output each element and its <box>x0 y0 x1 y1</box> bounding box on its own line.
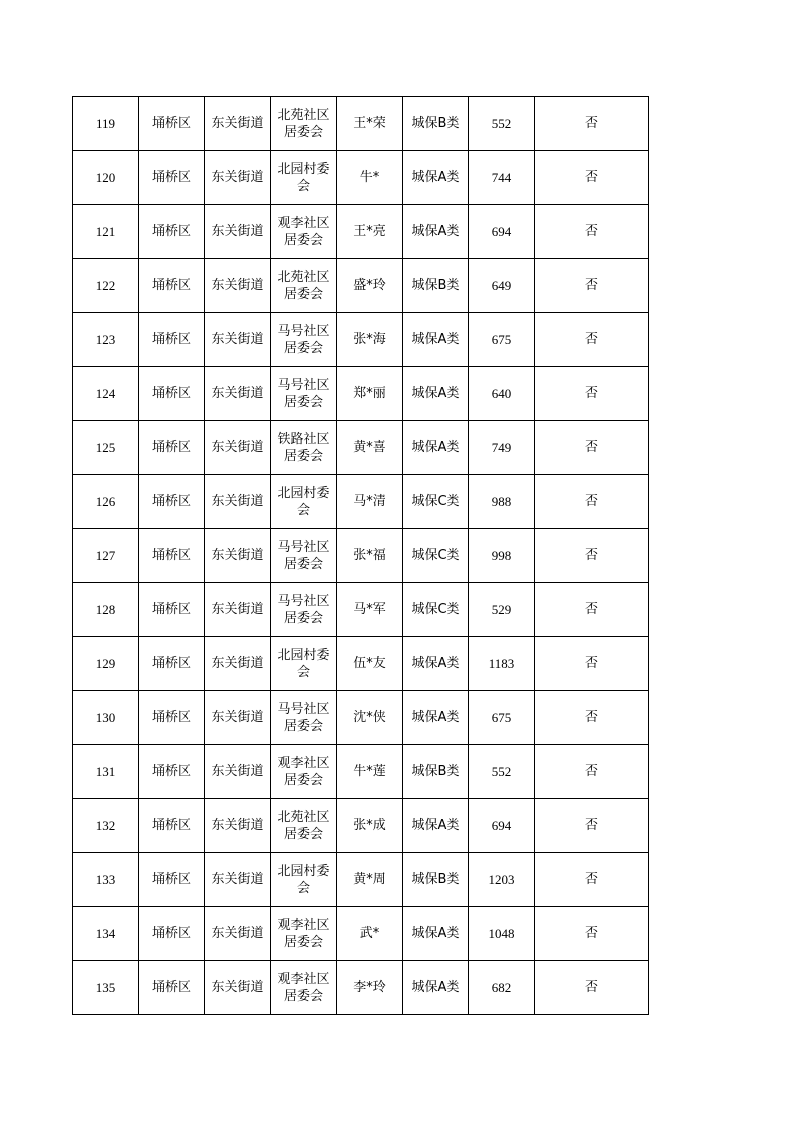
cell-amount <box>469 799 535 853</box>
cell-street <box>205 637 271 691</box>
cell-street <box>205 853 271 907</box>
cell-district <box>139 151 205 205</box>
cell-community-text: 马号社区居委会 <box>277 323 330 356</box>
cell-name <box>337 799 403 853</box>
table-row <box>73 529 649 583</box>
cell-community <box>271 907 337 961</box>
cell-number <box>73 151 139 205</box>
cell-name <box>337 475 403 529</box>
cell-category <box>403 583 469 637</box>
cell-name-text: 黄*周 <box>353 872 386 887</box>
cell-district <box>139 961 205 1015</box>
cell-street-text: 东关街道 <box>211 116 264 131</box>
cell-category-text: 城保B类 <box>411 764 460 779</box>
cell-name-text: 牛* <box>359 170 380 185</box>
table-row <box>73 637 649 691</box>
cell-category-text: 城保A类 <box>411 980 460 995</box>
cell-amount <box>469 259 535 313</box>
cell-street <box>205 313 271 367</box>
cell-community-text: 观李社区居委会 <box>277 215 330 248</box>
cell-community <box>271 529 337 583</box>
table-row <box>73 205 649 259</box>
cell-name <box>337 853 403 907</box>
table-row <box>73 691 649 745</box>
cell-street <box>205 97 271 151</box>
cell-number <box>73 853 139 907</box>
cell-community <box>271 745 337 799</box>
cell-amount-text: 675 <box>491 710 512 725</box>
cell-flag <box>535 205 649 259</box>
cell-district-text: 埇桥区 <box>151 980 191 995</box>
cell-amount-text: 1203 <box>488 872 515 887</box>
cell-community-text: 北苑社区居委会 <box>277 107 330 140</box>
cell-category-text: 城保B类 <box>411 872 460 887</box>
cell-flag <box>535 637 649 691</box>
cell-flag <box>535 583 649 637</box>
cell-community <box>271 637 337 691</box>
cell-name <box>337 691 403 745</box>
table-row <box>73 151 649 205</box>
cell-name-text: 沈*侠 <box>353 710 386 725</box>
cell-number <box>73 745 139 799</box>
cell-district <box>139 259 205 313</box>
cell-amount <box>469 907 535 961</box>
cell-street-text: 东关街道 <box>211 332 264 347</box>
cell-community-text: 马号社区居委会 <box>277 377 330 410</box>
cell-street-text: 东关街道 <box>211 548 264 563</box>
cell-flag-text: 否 <box>584 440 598 455</box>
cell-community <box>271 799 337 853</box>
cell-category-text: 城保A类 <box>411 440 460 455</box>
cell-category <box>403 907 469 961</box>
cell-number <box>73 475 139 529</box>
cell-community-text: 北园村委会 <box>277 647 330 680</box>
cell-flag-text: 否 <box>584 602 598 617</box>
cell-name-text: 王*亮 <box>353 224 386 239</box>
cell-street-text: 东关街道 <box>211 980 264 995</box>
cell-street <box>205 529 271 583</box>
cell-amount-text: 529 <box>491 602 512 617</box>
cell-community-text: 北苑社区居委会 <box>277 269 330 302</box>
cell-street-text: 东关街道 <box>211 494 264 509</box>
cell-flag-text: 否 <box>584 656 598 671</box>
cell-street-text: 东关街道 <box>211 818 264 833</box>
cell-category <box>403 961 469 1015</box>
cell-community <box>271 205 337 259</box>
cell-category-text: 城保A类 <box>411 926 460 941</box>
cell-amount <box>469 475 535 529</box>
cell-district-text: 埇桥区 <box>151 656 191 671</box>
cell-flag-text: 否 <box>584 386 598 401</box>
cell-street-text: 东关街道 <box>211 602 264 617</box>
cell-district <box>139 691 205 745</box>
cell-name-text: 盛*玲 <box>353 278 386 293</box>
cell-amount-text: 682 <box>491 980 512 995</box>
cell-district <box>139 475 205 529</box>
cell-number <box>73 583 139 637</box>
cell-name-text: 王*荣 <box>353 116 386 131</box>
cell-district <box>139 313 205 367</box>
cell-name <box>337 745 403 799</box>
cell-street-text: 东关街道 <box>211 872 264 887</box>
cell-number-text: 131 <box>95 764 116 779</box>
cell-flag <box>535 799 649 853</box>
cell-street-text: 东关街道 <box>211 926 264 941</box>
cell-street <box>205 367 271 421</box>
table-row <box>73 97 649 151</box>
cell-name-text: 伍*友 <box>353 656 386 671</box>
cell-street-text: 东关街道 <box>211 224 264 239</box>
cell-district <box>139 529 205 583</box>
cell-community-text: 马号社区居委会 <box>277 539 330 572</box>
cell-number-text: 126 <box>95 494 116 509</box>
cell-category <box>403 367 469 421</box>
cell-district <box>139 367 205 421</box>
cell-name-text: 张*海 <box>353 332 386 347</box>
cell-number-text: 124 <box>95 386 116 401</box>
cell-number-text: 134 <box>95 926 116 941</box>
cell-number-text: 120 <box>95 170 116 185</box>
cell-street-text: 东关街道 <box>211 710 264 725</box>
table-row <box>73 421 649 475</box>
cell-name <box>337 961 403 1015</box>
cell-name-text: 武* <box>359 926 380 941</box>
cell-street <box>205 691 271 745</box>
cell-community <box>271 259 337 313</box>
cell-flag-text: 否 <box>584 764 598 779</box>
cell-number-text: 121 <box>95 224 116 239</box>
cell-name-text: 黄*喜 <box>353 440 386 455</box>
cell-district <box>139 907 205 961</box>
cell-number <box>73 691 139 745</box>
cell-street <box>205 745 271 799</box>
cell-category-text: 城保C类 <box>411 494 460 509</box>
cell-flag <box>535 367 649 421</box>
cell-community-text: 北园村委会 <box>277 161 330 194</box>
cell-amount <box>469 961 535 1015</box>
cell-flag <box>535 151 649 205</box>
cell-community <box>271 367 337 421</box>
cell-district-text: 埇桥区 <box>151 386 191 401</box>
cell-street <box>205 151 271 205</box>
cell-amount-text: 675 <box>491 332 512 347</box>
cell-flag <box>535 529 649 583</box>
cell-flag-text: 否 <box>584 332 598 347</box>
cell-amount-text: 694 <box>491 818 512 833</box>
cell-district-text: 埇桥区 <box>151 278 191 293</box>
cell-amount-text: 649 <box>491 278 512 293</box>
cell-category <box>403 691 469 745</box>
cell-category-text: 城保A类 <box>411 710 460 725</box>
cell-category <box>403 529 469 583</box>
cell-name <box>337 907 403 961</box>
cell-community <box>271 961 337 1015</box>
cell-community-text: 北园村委会 <box>277 863 330 896</box>
cell-amount-text: 1048 <box>488 926 515 941</box>
cell-number-text: 125 <box>95 440 116 455</box>
cell-category-text: 城保B类 <box>411 278 460 293</box>
cell-flag-text: 否 <box>584 170 598 185</box>
cell-amount-text: 744 <box>491 170 512 185</box>
cell-community-text: 观李社区居委会 <box>277 971 330 1004</box>
cell-amount-text: 640 <box>491 386 512 401</box>
cell-community <box>271 475 337 529</box>
table-row <box>73 313 649 367</box>
cell-amount <box>469 421 535 475</box>
cell-community-text: 北园村委会 <box>277 485 330 518</box>
cell-street-text: 东关街道 <box>211 386 264 401</box>
cell-category <box>403 799 469 853</box>
cell-flag-text: 否 <box>584 926 598 941</box>
cell-community-text: 铁路社区居委会 <box>277 431 330 464</box>
cell-flag-text: 否 <box>584 278 598 293</box>
cell-number-text: 135 <box>95 980 116 995</box>
cell-street <box>205 799 271 853</box>
cell-category-text: 城保A类 <box>411 656 460 671</box>
cell-number-text: 133 <box>95 872 116 887</box>
cell-flag <box>535 259 649 313</box>
cell-name <box>337 151 403 205</box>
cell-district-text: 埇桥区 <box>151 170 191 185</box>
cell-category-text: 城保C类 <box>411 602 460 617</box>
cell-amount <box>469 529 535 583</box>
cell-district-text: 埇桥区 <box>151 818 191 833</box>
cell-flag <box>535 97 649 151</box>
cell-category <box>403 745 469 799</box>
cell-community <box>271 691 337 745</box>
cell-amount <box>469 691 535 745</box>
cell-category <box>403 151 469 205</box>
cell-district-text: 埇桥区 <box>151 548 191 563</box>
cell-number <box>73 529 139 583</box>
cell-district <box>139 853 205 907</box>
cell-district-text: 埇桥区 <box>151 494 191 509</box>
cell-number-text: 132 <box>95 818 116 833</box>
cell-district <box>139 205 205 259</box>
cell-flag <box>535 961 649 1015</box>
cell-flag <box>535 907 649 961</box>
cell-district-text: 埇桥区 <box>151 602 191 617</box>
cell-flag <box>535 313 649 367</box>
cell-name-text: 张*福 <box>353 548 386 563</box>
cell-name <box>337 205 403 259</box>
cell-number <box>73 961 139 1015</box>
cell-number <box>73 637 139 691</box>
cell-district-text: 埇桥区 <box>151 764 191 779</box>
cell-name-text: 张*成 <box>353 818 386 833</box>
cell-category <box>403 637 469 691</box>
cell-street <box>205 583 271 637</box>
table-body <box>73 97 649 1015</box>
cell-district-text: 埇桥区 <box>151 926 191 941</box>
cell-name <box>337 529 403 583</box>
cell-community <box>271 853 337 907</box>
cell-community <box>271 583 337 637</box>
cell-name <box>337 583 403 637</box>
cell-district-text: 埇桥区 <box>151 440 191 455</box>
cell-number-text: 130 <box>95 710 116 725</box>
cell-street <box>205 259 271 313</box>
cell-category <box>403 475 469 529</box>
cell-category <box>403 421 469 475</box>
cell-flag <box>535 475 649 529</box>
cell-category <box>403 853 469 907</box>
cell-category <box>403 313 469 367</box>
cell-name <box>337 637 403 691</box>
cell-name <box>337 97 403 151</box>
cell-name <box>337 313 403 367</box>
cell-district <box>139 97 205 151</box>
cell-street-text: 东关街道 <box>211 170 264 185</box>
cell-name-text: 牛*莲 <box>353 764 386 779</box>
table-row <box>73 961 649 1015</box>
cell-number <box>73 421 139 475</box>
cell-street-text: 东关街道 <box>211 656 264 671</box>
cell-district <box>139 583 205 637</box>
cell-community-text: 马号社区居委会 <box>277 701 330 734</box>
cell-flag <box>535 691 649 745</box>
cell-district-text: 埇桥区 <box>151 872 191 887</box>
cell-flag-text: 否 <box>584 494 598 509</box>
cell-name <box>337 367 403 421</box>
cell-amount <box>469 97 535 151</box>
cell-number <box>73 259 139 313</box>
cell-category-text: 城保B类 <box>411 116 460 131</box>
cell-flag <box>535 745 649 799</box>
cell-flag-text: 否 <box>584 710 598 725</box>
cell-street-text: 东关街道 <box>211 440 264 455</box>
cell-amount <box>469 745 535 799</box>
cell-flag-text: 否 <box>584 872 598 887</box>
table-row <box>73 799 649 853</box>
cell-street-text: 东关街道 <box>211 278 264 293</box>
cell-category-text: 城保A类 <box>411 818 460 833</box>
cell-amount <box>469 313 535 367</box>
cell-category <box>403 259 469 313</box>
cell-number <box>73 799 139 853</box>
cell-amount <box>469 853 535 907</box>
cell-community <box>271 151 337 205</box>
cell-category-text: 城保C类 <box>411 548 460 563</box>
cell-name <box>337 421 403 475</box>
cell-number <box>73 313 139 367</box>
table-row <box>73 907 649 961</box>
cell-community-text: 马号社区居委会 <box>277 593 330 626</box>
cell-amount-text: 749 <box>491 440 512 455</box>
table-row <box>73 367 649 421</box>
cell-number-text: 127 <box>95 548 116 563</box>
cell-flag-text: 否 <box>584 224 598 239</box>
cell-number <box>73 907 139 961</box>
cell-name-text: 马*清 <box>353 494 386 509</box>
cell-amount-text: 552 <box>491 116 512 131</box>
cell-number-text: 123 <box>95 332 116 347</box>
cell-flag-text: 否 <box>584 818 598 833</box>
table-row <box>73 853 649 907</box>
cell-community-text: 观李社区居委会 <box>277 917 330 950</box>
cell-street <box>205 421 271 475</box>
cell-district-text: 埇桥区 <box>151 710 191 725</box>
records-table <box>72 96 649 1015</box>
cell-flag <box>535 421 649 475</box>
cell-flag-text: 否 <box>584 548 598 563</box>
cell-street <box>205 205 271 259</box>
cell-amount-text: 988 <box>491 494 512 509</box>
cell-street <box>205 961 271 1015</box>
cell-district-text: 埇桥区 <box>151 116 191 131</box>
cell-amount <box>469 205 535 259</box>
cell-community-text: 观李社区居委会 <box>277 755 330 788</box>
cell-category-text: 城保A类 <box>411 224 460 239</box>
cell-number-text: 129 <box>95 656 116 671</box>
cell-amount <box>469 583 535 637</box>
cell-category-text: 城保A类 <box>411 170 460 185</box>
cell-amount-text: 694 <box>491 224 512 239</box>
cell-amount <box>469 367 535 421</box>
cell-amount-text: 998 <box>491 548 512 563</box>
cell-category-text: 城保A类 <box>411 332 460 347</box>
cell-community-text: 北苑社区居委会 <box>277 809 330 842</box>
cell-street <box>205 907 271 961</box>
cell-name <box>337 259 403 313</box>
table-row <box>73 745 649 799</box>
cell-amount-text: 1183 <box>488 656 515 671</box>
table-row <box>73 583 649 637</box>
cell-number-text: 128 <box>95 602 116 617</box>
cell-community <box>271 421 337 475</box>
cell-district-text: 埇桥区 <box>151 332 191 347</box>
cell-category <box>403 97 469 151</box>
cell-name-text: 马*军 <box>353 602 386 617</box>
cell-number <box>73 205 139 259</box>
cell-amount <box>469 151 535 205</box>
cell-district <box>139 421 205 475</box>
cell-flag <box>535 853 649 907</box>
cell-street-text: 东关街道 <box>211 764 264 779</box>
table-row <box>73 475 649 529</box>
cell-number <box>73 367 139 421</box>
cell-flag-text: 否 <box>584 116 598 131</box>
cell-district <box>139 799 205 853</box>
table-row <box>73 259 649 313</box>
cell-district <box>139 745 205 799</box>
cell-amount <box>469 637 535 691</box>
cell-district <box>139 637 205 691</box>
cell-community <box>271 313 337 367</box>
cell-street <box>205 475 271 529</box>
cell-number <box>73 97 139 151</box>
cell-category <box>403 205 469 259</box>
cell-flag-text: 否 <box>584 980 598 995</box>
cell-number-text: 119 <box>95 116 116 131</box>
cell-category-text: 城保A类 <box>411 386 460 401</box>
cell-name-text: 李*玲 <box>353 980 386 995</box>
cell-district-text: 埇桥区 <box>151 224 191 239</box>
cell-community <box>271 97 337 151</box>
cell-name-text: 郑*丽 <box>353 386 386 401</box>
cell-number-text: 122 <box>95 278 116 293</box>
cell-amount-text: 552 <box>491 764 512 779</box>
